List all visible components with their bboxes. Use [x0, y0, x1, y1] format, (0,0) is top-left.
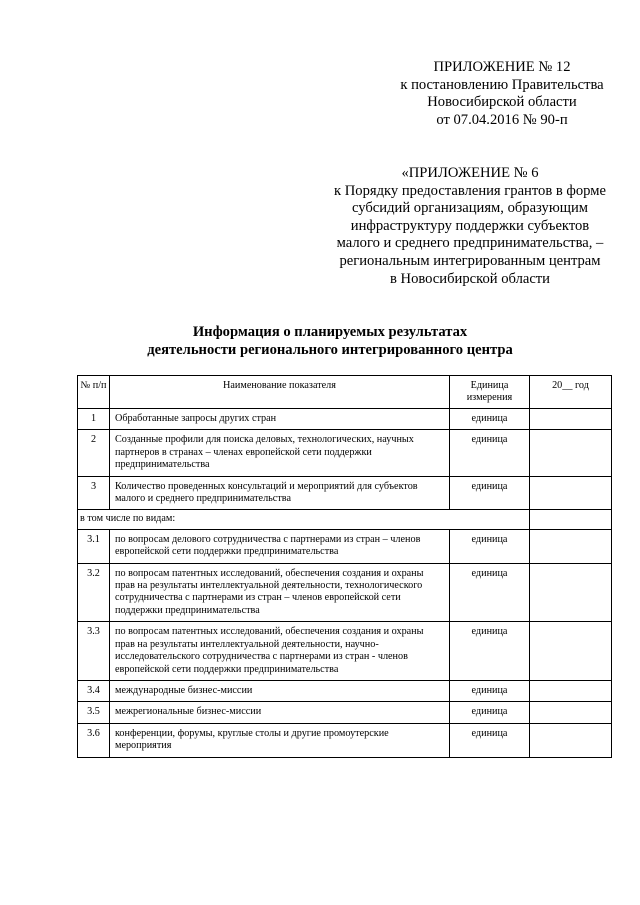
row-name: по вопросам патентных исследований, обеспечения создания и охраны прав на результаты интеллектуальной деятельности, научно-исследовательского сотрудничества с партнерами из стран - членов европейской сети поддержки предпринимательства: [110, 622, 450, 681]
header-num: № п/п: [78, 376, 110, 409]
row-num: 3.1: [78, 529, 110, 563]
order-line: инфраструктуру поддержки субъектов: [350, 217, 590, 234]
row-num: 3.2: [78, 563, 110, 622]
table-header-row: [78, 376, 612, 409]
order-line: региональным интегрированным центрам: [339, 252, 601, 269]
subheader-label: в том числе по видам:: [78, 510, 530, 529]
row-name: по вопросам делового сотрудничества с партнерами из стран – членов европейской сети поддержки предпринимательства: [110, 529, 450, 563]
row-name: Обработанные запросы других стран: [110, 409, 450, 430]
table-row: [78, 622, 612, 681]
table-row: [78, 723, 612, 757]
row-num: 3.5: [78, 702, 110, 723]
document-title: [80, 323, 580, 359]
row-unit: единица: [450, 529, 530, 563]
row-unit: единица: [450, 476, 530, 510]
appendix-line: Новосибирской области: [427, 94, 577, 111]
row-name: международные бизнес-миссии: [110, 680, 450, 701]
order-line: субсидий организациям, образующим: [351, 200, 588, 217]
row-name: Созданные профили для поиска деловых, технологических, научных партнеров в странах – членах европейской сети поддержки предпринимательства: [110, 430, 450, 476]
row-year-value: [530, 680, 612, 701]
row-unit: единица: [450, 563, 530, 622]
table-row: [78, 680, 612, 701]
title-line-2: деятельности регионального интегрированного центра: [147, 342, 513, 358]
row-year-value: [530, 409, 612, 430]
appendix-line: от 07.04.2016 № 90-п: [436, 111, 568, 128]
row-num: 2: [78, 430, 110, 476]
order-appendix-header: [300, 165, 640, 288]
order-line: малого и среднего предпринимательства, –: [336, 235, 604, 252]
row-num: 3.4: [78, 680, 110, 701]
row-unit: единица: [450, 680, 530, 701]
row-name: по вопросам патентных исследований, обеспечения создания и охраны прав на результаты интеллектуальной деятельности, технологического сотрудничества с партнерами из стран – членов европейской сети поддержки предпринимательства: [110, 563, 450, 622]
order-line: «ПРИЛОЖЕНИЕ № 6: [401, 165, 539, 181]
row-year-value: [530, 430, 612, 476]
row-num: 3.6: [78, 723, 110, 757]
row-year-value: [530, 563, 612, 622]
header-name: Наименование показателя: [110, 376, 450, 409]
row-unit: единица: [450, 723, 530, 757]
order-line: в Новосибирской области: [389, 270, 550, 287]
row-num: 1: [78, 409, 110, 430]
subheader-empty-cell: [530, 510, 612, 529]
row-unit: единица: [450, 409, 530, 430]
appendix-line: к постановлению Правительства: [400, 76, 604, 93]
table-subheader-row: [78, 510, 612, 529]
results-table: [77, 375, 612, 758]
table-row: [78, 702, 612, 723]
appendix-header: [372, 59, 632, 129]
row-name: межрегиональные бизнес-миссии: [110, 702, 450, 723]
row-year-value: [530, 622, 612, 681]
row-year-value: [530, 476, 612, 510]
table-row: [78, 563, 612, 622]
table-row: [78, 476, 612, 510]
row-num: 3.3: [78, 622, 110, 681]
row-unit: единица: [450, 702, 530, 723]
row-year-value: [530, 529, 612, 563]
row-unit: единица: [450, 622, 530, 681]
row-year-value: [530, 702, 612, 723]
appendix-line: ПРИЛОЖЕНИЕ № 12: [433, 59, 571, 75]
table-row: [78, 430, 612, 476]
header-unit: Единица измерения: [450, 376, 530, 409]
header-year: 20__ год: [530, 376, 612, 409]
row-name: конференции, форумы, круглые столы и другие промоутерские мероприятия: [110, 723, 450, 757]
order-line: к Порядку предоставления грантов в форме: [334, 182, 606, 199]
row-unit: единица: [450, 430, 530, 476]
row-num: 3: [78, 476, 110, 510]
table-row: [78, 409, 612, 430]
title-line-1: Информация о планируемых результатах: [192, 324, 468, 340]
row-name: Количество проведенных консультаций и мероприятий для субъектов малого и среднего предпринимательства: [110, 476, 450, 510]
table-row: [78, 529, 612, 563]
row-year-value: [530, 723, 612, 757]
